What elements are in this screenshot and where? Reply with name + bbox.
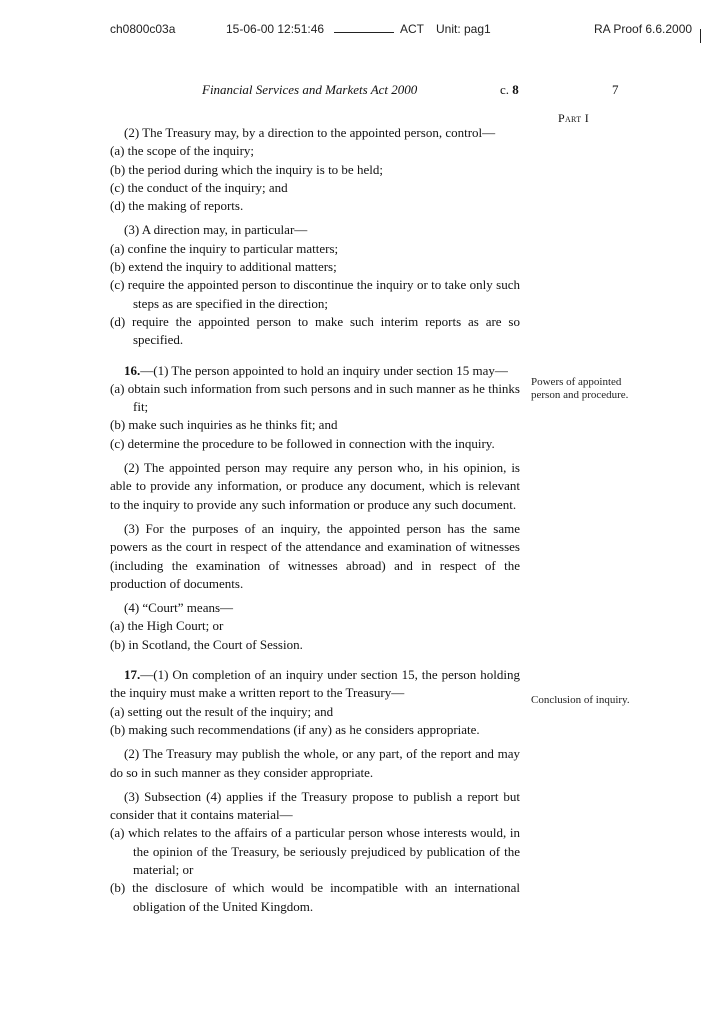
proof-rule: [334, 32, 394, 33]
list-item: (c) require the appointed person to discontinue the inquiry or to take only such steps as are specified in the direction;: [110, 277, 520, 311]
s15-p2-lead: (2) The Treasury may, by a direction to the appointed person, control—: [124, 125, 496, 140]
list-item: (a) the scope of the inquiry;: [110, 143, 255, 159]
list-item: (a) setting out the result of the inquiry; and: [110, 703, 334, 719]
chapter-ref: [500, 82, 519, 98]
proof-datetime: 15-06-00 12:51:46: [226, 22, 325, 36]
list-item: (a) which relates to the affairs of a particular person whose interests would, in the opinion of the Treasury, be seriously prejudiced by publication of the material; or: [110, 825, 520, 877]
list-item: (d) the making of reports.: [110, 198, 244, 214]
list-item: (c) the conduct of the inquiry; and: [110, 179, 288, 195]
s16-p2: (2) The appointed person may require any person who, in his opinion, is able to provide any information, or produce any document, which is relevant to the inquiry to provide any such information or produce any such document.: [110, 460, 520, 512]
list-item: (a) obtain such information from such persons and in such manner as he thinks fit;: [110, 380, 520, 415]
list-item: (b) in Scotland, the Court of Session.: [110, 636, 303, 652]
list-item: (b) extend the inquiry to additional matters;: [110, 259, 337, 275]
list-item: (a) the High Court; or: [110, 618, 224, 634]
list-item: (b) make such inquiries as he thinks fit; and: [110, 417, 338, 433]
proof-file-id: ch0800c03a: [110, 22, 176, 36]
s16-p1-text: —(1) The person appointed to hold an inquiry under section 15 may—: [140, 362, 508, 378]
s17-number: 17.: [124, 667, 141, 683]
s16-p4-lead: (4) “Court” means—: [124, 600, 234, 616]
proof-act-label: ACT: [400, 22, 424, 36]
act-title: Financial Services and Markets Act 2000: [202, 82, 418, 97]
proof-unit-label: Unit: pag1: [436, 22, 491, 36]
chapter-number: 8: [512, 82, 519, 97]
proof-bar: [0, 22, 728, 38]
part-label: Part I: [558, 111, 589, 125]
list-item: (c) determine the procedure to be followed in connection with the inquiry.: [110, 435, 495, 451]
s16-number: 16.: [124, 362, 141, 378]
list-item: (b) the disclosure of which would be incompatible with an international obligation of the United Kingdom.: [110, 880, 520, 914]
s16-p3: (3) For the purposes of an inquiry, the appointed person has the same powers as the court in respect of the attendance and examination of witnesses (including the examination of witnesses abroad) and in respect of the production of documents.: [110, 520, 520, 591]
proof-version-label: RA Proof 6.6.2000: [594, 22, 693, 36]
chapter-prefix: c.: [500, 82, 510, 97]
page-number: 7: [612, 82, 619, 97]
list-item: (b) the period during which the inquiry is to be held;: [110, 161, 383, 177]
s15-p3-lead: (3) A direction may, in particular—: [124, 222, 308, 238]
s16-p1-lead: [110, 362, 520, 380]
margin-note-s16: Powers of appointed person and procedure.: [531, 376, 629, 401]
s17-p2: (2) The Treasury may publish the whole, or any part, of the report and may do so in such manner as they consider appropriate.: [110, 746, 520, 780]
s17-p1-lead: [110, 666, 520, 703]
body-text: [110, 124, 520, 916]
s17-p1-text: —(1) On completion of an inquiry under section 15, the person holding the inquiry must make a written report to the Treasury—: [110, 667, 520, 701]
list-item: (d) require the appointed person to make such interim reports as are so specified.: [110, 313, 520, 348]
proof-rule-tick: [700, 29, 701, 43]
s17-p3-lead: (3) Subsection (4) applies if the Treasury propose to publish a report but consider that it contains material—: [110, 788, 520, 823]
margin-note-s17: Conclusion of inquiry.: [531, 694, 630, 706]
list-item: (a) confine the inquiry to particular matters;: [110, 240, 339, 256]
list-item: (b) making such recommendations (if any) as he considers appropriate.: [110, 721, 480, 737]
